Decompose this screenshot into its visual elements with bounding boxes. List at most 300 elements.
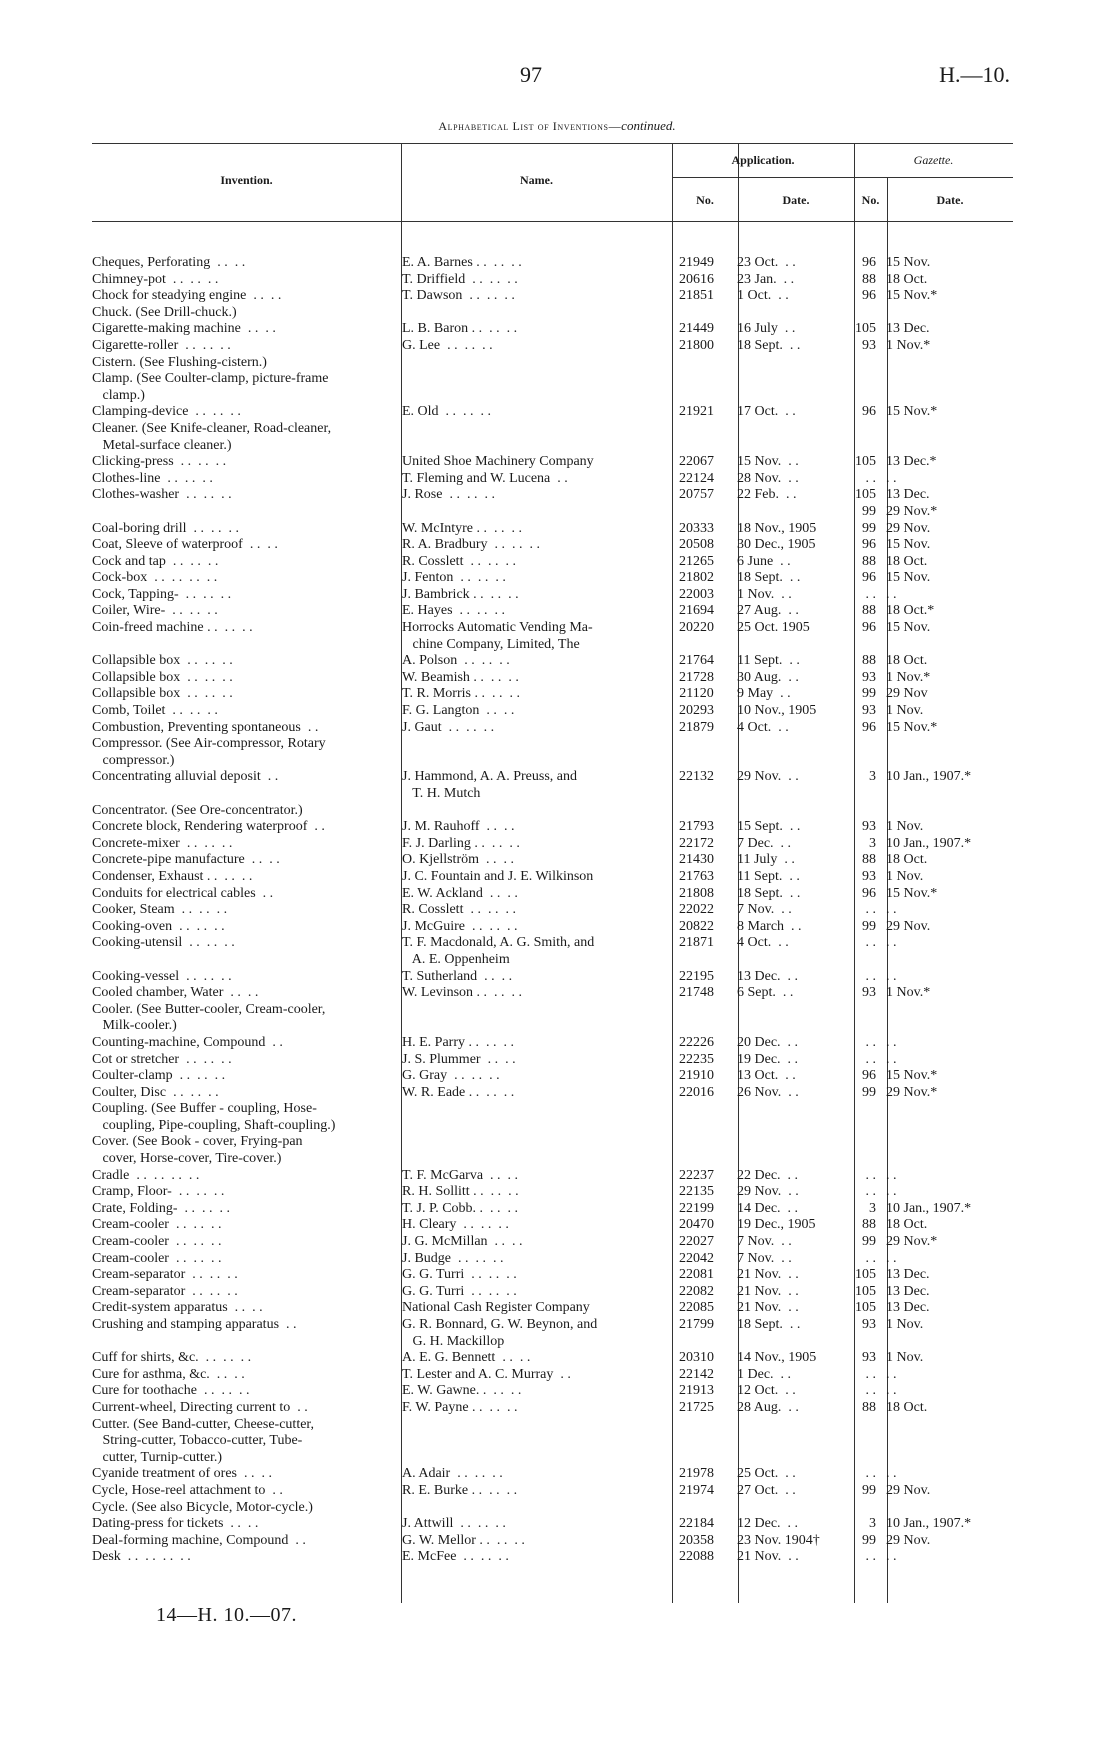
name-cell: [392, 438, 664, 455]
application-number-cell: 21871: [679, 935, 714, 951]
invention-cell: Concentrator. (See Ore-concentrator.): [92, 802, 303, 818]
application-number-cell: 21800: [679, 337, 714, 353]
table-row: [92, 1383, 1013, 1400]
application-date-cell: [729, 803, 845, 820]
gazette-number-cell: 105: [855, 1283, 876, 1299]
application-number-cell: 20293: [679, 703, 714, 719]
name-cell: T. Driffield . . . . . .: [402, 271, 518, 287]
application-number-cell: [664, 504, 729, 521]
header-gaz-date: Date.: [936, 193, 964, 207]
name-cell: J. Gaut . . . . . .: [402, 719, 495, 735]
application-date-cell: 18 Sept. . .: [737, 337, 801, 353]
gazette-number-cell: [845, 736, 878, 753]
gazette-date-cell: . .: [886, 470, 897, 486]
application-number-cell: 21921: [679, 404, 714, 420]
invention-cell: Coulter, Disc . . . . . .: [92, 1084, 219, 1100]
gazette-date-cell: 18 Oct.*: [886, 603, 935, 619]
invention-cell: Cramp, Floor- . . . . . .: [92, 1184, 225, 1200]
gazette-date-cell: [878, 1151, 1013, 1168]
gazette-number-cell: 105: [855, 321, 876, 337]
header-app-date: Date.: [782, 193, 810, 207]
gazette-date-cell: . .: [886, 1034, 897, 1050]
application-date-cell: 7 Dec. . .: [737, 835, 792, 851]
invention-cell: Crate, Folding- . . . . . .: [92, 1200, 231, 1216]
application-date-cell: 22 Dec. . .: [737, 1167, 799, 1183]
gazette-number-cell: 93: [862, 1317, 876, 1332]
table-row: [92, 886, 1013, 903]
name-cell: R. A. Bradbury . . . . . .: [402, 537, 541, 553]
invention-cell: Cigarette-roller . . . . . .: [92, 337, 231, 353]
gazette-number-cell: 99: [862, 686, 876, 702]
table-row: [92, 803, 1013, 820]
table-row: [92, 371, 1013, 388]
application-date-cell: 26 Nov. . .: [737, 1084, 799, 1100]
name-cell: F. G. Langton . . . .: [402, 703, 515, 719]
gazette-number-cell: . .: [865, 1034, 876, 1050]
application-date-cell: [729, 637, 845, 654]
invention-cell: Coat, Sleeve of waterproof . . . .: [92, 537, 278, 553]
name-cell: T. F. Macdonald, A. G. Smith, and: [402, 935, 595, 951]
application-date-cell: 29 Nov. . .: [737, 769, 799, 785]
gazette-number-cell: [845, 803, 878, 820]
application-number-cell: 22067: [679, 454, 714, 470]
table-row: [92, 1217, 1013, 1234]
name-cell: [392, 1500, 664, 1517]
application-date-cell: [729, 504, 845, 521]
gazette-number-cell: 93: [862, 703, 876, 719]
invention-cell: Cream-separator . . . . . .: [92, 1267, 238, 1283]
gazette-number-cell: . .: [865, 1549, 876, 1565]
table-row: [92, 404, 1013, 421]
invention-cell: Cistern. (See Flushing-cistern.): [92, 354, 267, 370]
name-cell: T. H. Mutch: [402, 786, 481, 801]
gazette-date-cell: . .: [886, 1366, 897, 1382]
invention-cell: [92, 637, 392, 654]
invention-cell: Clamp. (See Coulter-clamp, picture-frame: [92, 371, 329, 387]
application-number-cell: 22237: [679, 1167, 714, 1183]
gazette-number-cell: [845, 1334, 878, 1351]
gazette-number-cell: 93: [862, 1350, 876, 1366]
gazette-date-cell: 18 Oct.: [886, 852, 928, 868]
application-number-cell: 20470: [679, 1217, 714, 1233]
table-row: [92, 537, 1013, 554]
gazette-number-cell: 88: [862, 271, 876, 287]
application-number-cell: 21808: [679, 885, 714, 901]
gazette-date-cell: [878, 421, 1013, 438]
invention-cell: [92, 1334, 392, 1351]
application-date-cell: 21 Nov. . .: [737, 1283, 799, 1299]
gazette-date-cell: . .: [886, 586, 897, 602]
application-date-cell: 17 Oct. . .: [737, 404, 796, 420]
name-cell: [392, 1134, 664, 1151]
gazette-date-cell: 10 Jan., 1907.*: [886, 1516, 972, 1532]
application-number-cell: 22088: [679, 1549, 714, 1565]
invention-cell: [92, 504, 392, 521]
application-date-cell: 15 Sept. . .: [737, 819, 801, 835]
gazette-date-cell: 18 Oct.: [886, 1399, 928, 1415]
gazette-number-cell: [845, 952, 878, 969]
name-cell: [392, 1118, 664, 1135]
gazette-number-cell: 93: [862, 985, 876, 1001]
table-row: [92, 421, 1013, 438]
name-cell: G. H. Mackillop: [402, 1333, 505, 1349]
gazette-number-cell: [845, 1118, 878, 1135]
application-date-cell: 18 Nov., 1905: [737, 520, 817, 536]
invention-cell: Cheques, Perforating . . . .: [92, 255, 246, 270]
name-cell: J. M. Rauhoff . . . .: [402, 819, 515, 835]
gazette-date-cell: 1 Nov.*: [886, 337, 931, 353]
name-cell: E. A. Barnes . . . . . .: [402, 255, 522, 270]
invention-cell: Metal-surface cleaner.): [92, 437, 232, 453]
invention-cell: Cock, Tapping- . . . . . .: [92, 586, 232, 602]
table-row: [92, 670, 1013, 687]
table-row: [92, 869, 1013, 886]
name-cell: J. Budge . . . . . .: [402, 1250, 504, 1266]
rule-header-group: [672, 177, 1013, 178]
gazette-date-cell: . .: [886, 935, 897, 951]
table-row: [92, 1317, 1013, 1334]
table-row: [92, 935, 1013, 952]
name-cell: J. McGuire . . . . . .: [402, 918, 518, 934]
application-date-cell: 29 Nov. . .: [737, 1184, 799, 1200]
application-number-cell: 22142: [679, 1366, 714, 1382]
application-date-cell: [729, 388, 845, 405]
table-row: [92, 1184, 1013, 1201]
application-date-cell: [729, 1118, 845, 1135]
application-number-cell: [664, 786, 729, 803]
table-row: [92, 1018, 1013, 1035]
gazette-number-cell: 105: [855, 1300, 876, 1316]
application-number-cell: 21725: [679, 1399, 714, 1415]
application-date-cell: 4 Oct. . .: [737, 935, 789, 951]
gazette-number-cell: 96: [862, 885, 876, 901]
application-number-cell: [664, 1450, 729, 1467]
application-number-cell: 21764: [679, 653, 714, 669]
invention-cell: Dating-press for tickets . . . .: [92, 1516, 259, 1532]
invention-cell: Cure for asthma, &c. . . . .: [92, 1366, 245, 1382]
name-cell: L. B. Baron . . . . . .: [402, 321, 518, 337]
application-number-cell: 21265: [679, 553, 714, 569]
gazette-date-cell: 15 Nov.: [886, 255, 931, 270]
name-cell: H. E. Parry . . . . . .: [402, 1034, 514, 1050]
name-cell: J. C. Fountain and J. E. Wilkinson: [402, 868, 594, 884]
table-row: [92, 272, 1013, 289]
invention-cell: Cycle, Hose-reel attachment to . .: [92, 1482, 283, 1498]
application-number-cell: 21978: [679, 1466, 714, 1482]
invention-cell: Cycle. (See also Bicycle, Motor-cycle.): [92, 1499, 313, 1515]
invention-cell: Cuff for shirts, &c. . . . . . .: [92, 1350, 252, 1366]
table-row: [92, 1284, 1013, 1301]
application-number-cell: 21913: [679, 1383, 714, 1399]
invention-cell: Coulter-clamp . . . . . .: [92, 1068, 226, 1084]
application-date-cell: 18 Sept. . .: [737, 885, 801, 901]
gazette-number-cell: . .: [865, 1366, 876, 1382]
gazette-date-cell: 10 Jan., 1907.*: [886, 1200, 972, 1216]
application-number-cell: 21728: [679, 669, 714, 685]
gazette-date-cell: 13 Dec.: [886, 321, 930, 337]
gazette-date-cell: [878, 1134, 1013, 1151]
gazette-number-cell: . .: [865, 1250, 876, 1266]
header-app-no: No.: [696, 193, 714, 207]
table-row: [92, 1466, 1013, 1483]
invention-cell: Cooler. (See Butter-cooler, Cream-cooler,: [92, 1001, 326, 1017]
table-row: [92, 1267, 1013, 1284]
gazette-date-cell: 15 Nov.*: [886, 719, 938, 735]
gazette-date-cell: 1 Nov.: [886, 868, 924, 884]
list-title-main: Alphabetical List of Inventions—: [438, 119, 622, 133]
gazette-date-cell: [878, 1450, 1013, 1467]
gazette-date-cell: [878, 952, 1013, 969]
name-cell: [392, 305, 664, 322]
name-cell: [392, 753, 664, 770]
header-gazette: Gazette.: [913, 153, 954, 167]
invention-cell: Cover. (See Book - cover, Frying-pan: [92, 1134, 303, 1150]
invention-cell: Concrete-mixer . . . . . .: [92, 835, 233, 851]
application-number-cell: [664, 371, 729, 388]
invention-cell: Milk-cooler.): [92, 1018, 177, 1034]
table-row: [92, 1450, 1013, 1467]
application-date-cell: 23 Oct. . .: [737, 255, 796, 270]
gazette-number-cell: 99: [862, 503, 876, 519]
gazette-number-cell: 88: [862, 1399, 876, 1415]
name-cell: [392, 1002, 664, 1019]
table-row: [92, 819, 1013, 836]
invention-cell: Combustion, Preventing spontaneous . .: [92, 719, 319, 735]
gazette-date-cell: 29 Nov.: [886, 1482, 931, 1498]
gazette-date-cell: 29 Nov.: [886, 1532, 931, 1548]
gazette-number-cell: . .: [865, 935, 876, 951]
invention-cell: Cock-box . . . . . . . .: [92, 570, 218, 586]
table-row: [92, 720, 1013, 737]
invention-cell: Deal-forming machine, Compound . .: [92, 1532, 306, 1548]
application-number-cell: 21974: [679, 1482, 714, 1498]
table-row: [92, 637, 1013, 654]
application-date-cell: 8 March . .: [737, 918, 802, 934]
invention-cell: Concrete block, Rendering waterproof . .: [92, 819, 325, 835]
gazette-number-cell: 99: [862, 1532, 876, 1548]
gazette-number-cell: . .: [865, 1051, 876, 1067]
gazette-date-cell: 18 Oct.: [886, 271, 928, 287]
gazette-number-cell: 96: [862, 537, 876, 553]
application-number-cell: [664, 305, 729, 322]
gazette-number-cell: 99: [862, 1084, 876, 1100]
gazette-number-cell: 99: [862, 918, 876, 934]
application-date-cell: 11 Sept. . .: [737, 653, 800, 669]
gazette-date-cell: [878, 753, 1013, 770]
application-number-cell: 21449: [679, 321, 714, 337]
table-row: [92, 603, 1013, 620]
table-row: [92, 1300, 1013, 1317]
application-date-cell: [729, 1002, 845, 1019]
invention-cell: Condenser, Exhaust . . . . . .: [92, 868, 253, 884]
application-number-cell: 22003: [679, 586, 714, 602]
list-title: [0, 118, 1114, 134]
gazette-number-cell: [845, 1134, 878, 1151]
gazette-number-cell: [845, 1417, 878, 1434]
table-row: [92, 587, 1013, 604]
table-row: [92, 487, 1013, 504]
application-date-cell: 1 Oct. . .: [737, 288, 789, 304]
gazette-date-cell: 29 Nov.*: [886, 503, 938, 519]
invention-cell: Clamping-device . . . . . .: [92, 404, 241, 420]
application-date-cell: 6 Sept. . .: [737, 985, 794, 1001]
gazette-number-cell: [845, 1101, 878, 1118]
gazette-number-cell: [845, 371, 878, 388]
application-number-cell: 21802: [679, 570, 714, 586]
table-row: [92, 321, 1013, 338]
gazette-number-cell: . .: [865, 1466, 876, 1482]
name-cell: W. Beamish . . . . . .: [402, 669, 519, 685]
invention-cell: Cream-separator . . . . . .: [92, 1283, 238, 1299]
gazette-date-cell: [878, 1101, 1013, 1118]
name-cell: G. W. Mellor . . . . . .: [402, 1532, 525, 1548]
invention-cell: [92, 952, 392, 969]
name-cell: E. Old . . . . . .: [402, 404, 492, 420]
application-date-cell: [729, 421, 845, 438]
name-cell: G. G. Turri . . . . . .: [402, 1267, 517, 1283]
application-number-cell: 22184: [679, 1516, 714, 1532]
application-date-cell: 4 Oct. . .: [737, 719, 789, 735]
name-cell: T. Sutherland . . . .: [402, 968, 513, 984]
name-cell: [392, 1450, 664, 1467]
gazette-date-cell: [878, 305, 1013, 322]
name-cell: chine Company, Limited, The: [402, 636, 580, 652]
invention-cell: Chimney-pot . . . . . .: [92, 271, 219, 287]
gazette-number-cell: . .: [865, 1184, 876, 1200]
gazette-number-cell: 96: [862, 620, 876, 636]
table-row: [92, 786, 1013, 803]
gazette-number-cell: . .: [865, 902, 876, 918]
name-cell: J. Bambrick . . . . . .: [402, 586, 519, 602]
invention-cell: Collapsible box . . . . . .: [92, 653, 233, 669]
name-cell: J. G. McMillan . . . .: [402, 1234, 523, 1250]
invention-cell: Cigarette-making machine . . . .: [92, 321, 276, 337]
application-number-cell: 22135: [679, 1184, 714, 1200]
name-cell: J. Hammond, A. A. Preuss, and: [402, 769, 577, 785]
application-number-cell: 20220: [679, 620, 714, 636]
application-date-cell: 1 Dec. . .: [737, 1366, 792, 1382]
application-number-cell: 21799: [679, 1317, 714, 1332]
gazette-date-cell: 1 Nov.: [886, 819, 924, 835]
table-row: [92, 985, 1013, 1002]
name-cell: [392, 388, 664, 405]
invention-cell: Coin-freed machine . . . . . .: [92, 620, 253, 636]
gazette-number-cell: 3: [869, 835, 876, 851]
header-name: Name.: [520, 173, 553, 187]
invention-cell: Cooking-oven . . . . . .: [92, 918, 225, 934]
gazette-date-cell: . .: [886, 902, 897, 918]
invention-cell: Cream-cooler . . . . . .: [92, 1217, 222, 1233]
gazette-date-cell: [878, 736, 1013, 753]
application-date-cell: [729, 1417, 845, 1434]
table-row: [92, 1201, 1013, 1218]
table-row: [92, 1085, 1013, 1102]
gazette-date-cell: 18 Oct.: [886, 653, 928, 669]
application-date-cell: 16 July . .: [737, 321, 796, 337]
application-date-cell: 30 Aug. . .: [737, 669, 799, 685]
gazette-number-cell: [845, 1433, 878, 1450]
gazette-number-cell: 96: [862, 570, 876, 586]
gazette-date-cell: 10 Jan., 1907.*: [886, 835, 972, 851]
invention-cell: Crushing and stamping apparatus . .: [92, 1317, 297, 1332]
invention-cell: [92, 786, 392, 803]
gazette-number-cell: 88: [862, 553, 876, 569]
application-date-cell: 25 Oct. . .: [737, 1466, 796, 1482]
application-number-cell: [664, 753, 729, 770]
name-cell: G. Lee . . . . . .: [402, 337, 493, 353]
invention-cell: Credit-system apparatus . . . .: [92, 1300, 263, 1316]
rule-header-bottom: [92, 221, 1013, 222]
table-row: [92, 1068, 1013, 1085]
invention-cell: clamp.): [92, 387, 145, 403]
application-date-cell: [729, 753, 845, 770]
application-number-cell: [664, 1101, 729, 1118]
table-row: [92, 438, 1013, 455]
gazette-number-cell: 96: [862, 404, 876, 420]
application-date-cell: 21 Nov. . .: [737, 1549, 799, 1565]
application-number-cell: [664, 1417, 729, 1434]
application-number-cell: 21879: [679, 719, 714, 735]
table-row: [92, 1516, 1013, 1533]
application-date-cell: 30 Dec., 1905: [737, 537, 816, 553]
table-row: [92, 1549, 1013, 1566]
gazette-date-cell: 15 Nov.*: [886, 1068, 938, 1084]
table-row: [92, 1433, 1013, 1450]
application-number-cell: 21120: [679, 686, 714, 702]
application-date-cell: [729, 371, 845, 388]
application-date-cell: 21 Nov. . .: [737, 1300, 799, 1316]
gazette-date-cell: 15 Nov.*: [886, 288, 938, 304]
table-row: [92, 454, 1013, 471]
application-number-cell: 22085: [679, 1300, 714, 1316]
invention-cell: Compressor. (See Air-compressor, Rotary: [92, 736, 326, 752]
application-date-cell: [729, 438, 845, 455]
invention-cell: Clothes-washer . . . . . .: [92, 487, 232, 503]
gazette-number-cell: [845, 388, 878, 405]
gazette-number-cell: 93: [862, 337, 876, 353]
application-number-cell: 22132: [679, 769, 714, 785]
gazette-date-cell: 29 Nov.*: [886, 1234, 938, 1250]
gazette-number-cell: . .: [865, 586, 876, 602]
table-row: [92, 769, 1013, 786]
gazette-date-cell: . .: [886, 1383, 897, 1399]
application-number-cell: 21949: [679, 255, 714, 270]
application-date-cell: 18 Sept. . .: [737, 570, 801, 586]
application-date-cell: 15 Nov. . .: [737, 454, 799, 470]
table-row: [92, 620, 1013, 637]
table-row: [92, 1350, 1013, 1367]
invention-cell: Cradle . . . . . . . .: [92, 1167, 200, 1183]
name-cell: National Cash Register Company: [402, 1300, 590, 1316]
invention-cell: cover, Horse-cover, Tire-cover.): [92, 1151, 282, 1167]
application-number-cell: [664, 1018, 729, 1035]
application-date-cell: 6 June . .: [737, 553, 791, 569]
application-number-cell: 20757: [679, 487, 714, 503]
application-date-cell: [729, 1334, 845, 1351]
gazette-date-cell: [878, 1002, 1013, 1019]
name-cell: [392, 803, 664, 820]
name-cell: T. Lester and A. C. Murray . .: [402, 1366, 571, 1382]
name-cell: [392, 1433, 664, 1450]
application-date-cell: 28 Nov. . .: [737, 470, 799, 486]
application-number-cell: [664, 1002, 729, 1019]
gazette-number-cell: 99: [862, 1234, 876, 1250]
table-row: [92, 919, 1013, 936]
invention-cell: Conduits for electrical cables . .: [92, 885, 274, 901]
application-date-cell: 9 May . .: [737, 686, 791, 702]
application-date-cell: 7 Nov. . .: [737, 1234, 792, 1250]
gazette-date-cell: . .: [886, 968, 897, 984]
